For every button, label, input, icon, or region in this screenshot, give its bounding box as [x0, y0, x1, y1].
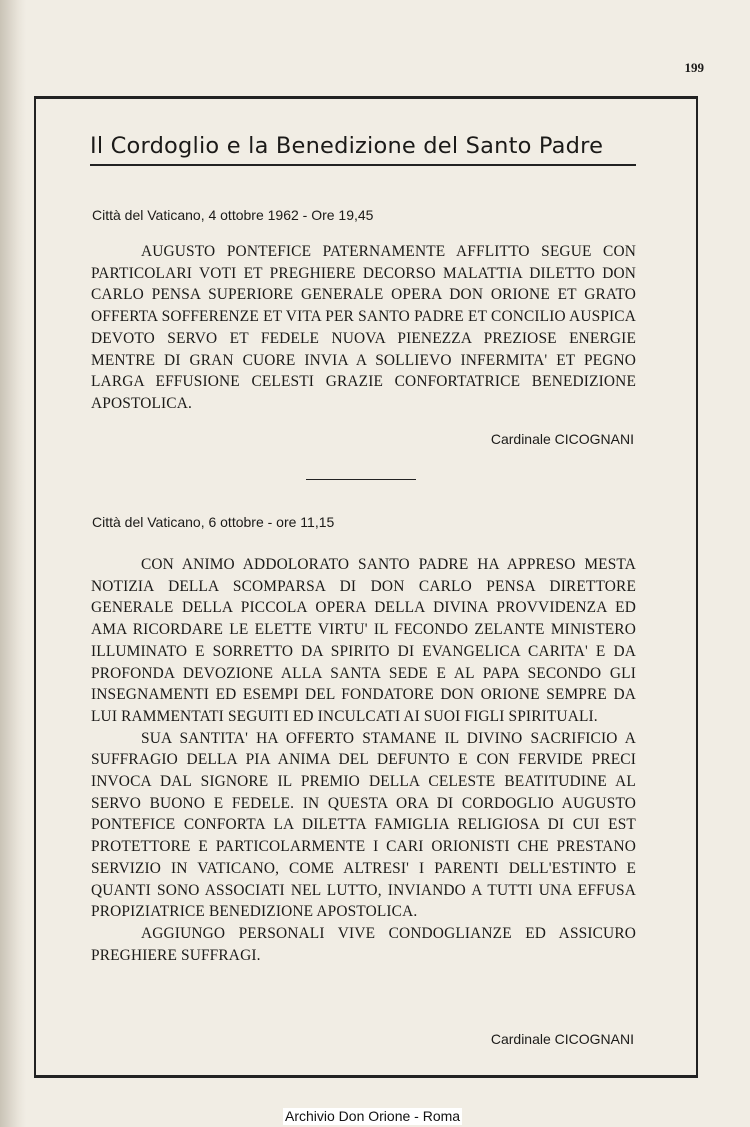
- page-number: 199: [684, 60, 704, 75]
- signature-second: Cardinale CICOGNANI: [490, 1031, 634, 1047]
- archive-watermark-label: Archivio Don Orione - Roma: [285, 1108, 461, 1124]
- telegram-paragraph: AGGIUNGO PERSONALI VIVE CONDOGLIANZE ED ASSICURO PREGHIERE SUFFRAGI.: [91, 924, 636, 964]
- signature-first: Cardinale CICOGNANI: [490, 431, 634, 447]
- page-gutter-shadow: [0, 0, 26, 1127]
- telegram-paragraph: AUGUSTO PONTEFICE PATERNAMENTE AFFLITTO SEGUE CON PARTICOLARI VOTI ET PREGHIERE DECORSO MALATTIA DILETTO DON CARLO PENSA SUPERIORE GENERALE OPERA DON ORIONE ET GRATO OFFERTA SOFFERENZE ET VITA PER SANTO PADRE ET CONCILIO AUSPICA DEVOTO SERVO ET FEDELE NUOVA PIENEZZA PREZIOSE ENERGIE MENTRE DI GRAN CUORE INVIA A SOLLIEVO INFERMITA' ET PEGNO LARGA EFFUSIONE CELESTI GRAZIE CONFORTATRICE BENEDIZIONE APOSTOLICA.: [91, 243, 636, 412]
- telegram-second: [91, 554, 636, 966]
- telegram-paragraph: SUA SANTITA' HA OFFERTO STAMANE IL DIVINO SACRIFICIO A SUFFRAGIO DELLA PIA ANIMA DEL DEFUNTO E CON FERVIDE PRECI INVOCA DAL SIGNORE IL PREMIO DELLA CELESTE BEATITUDINE AL SERVO BUONO E FEDELE. IN QUESTA ORA DI CORDOGLIO AUGUSTO PONTEFICE CONFORTA LA DILETTA FAMIGLIA RELIGIOSA DI CUI EST PROTETTORE E PARTICOLARMENTE I CARI ORIONISTI CHE PRESTANO SERVIZIO IN VATICANO, COME ALTRESI' I PARENTI DELL'ESTINTO E QUANTI SONO ASSOCIATI NEL LUTTO, INVIANDO A TUTTI UNA EFFUSA PROPIZIATRICE BENEDIZIONE APOSTOLICA.: [91, 729, 636, 921]
- telegram-paragraph: CON ANIMO ADDOLORATO SANTO PADRE HA APPRESO MESTA NOTIZIA DELLA SCOMPARSA DI DON CARLO PENSA DIRETTORE GENERALE DELLA PICCOLA OPERA DELLA DIVINA PROVVIDENZA ED AMA RICORDARE LE ELETTE VIRTU' IL FECONDO ZELANTE MINISTERO ILLUMINATO E SORRETTO DA SPIRITO DI EVANGELICA CARITA' E DA PROFONDA DEVOZIONE ALLA SANTA SEDE E AL PAPA SECONDO GLI INSEGNAMENTI ED ESEMPI DEL FONDATORE DON ORIONE SEMPRE DA LUI RAMMENTATI SEGUITI ED INCULCATI AI SUOI FIGLI SPIRITUALI.: [91, 556, 636, 725]
- telegram-first: [91, 241, 636, 415]
- dateline-first: Città del Vaticano, 4 ottobre 1962 - Ore 19,45: [92, 207, 374, 223]
- section-divider: [306, 479, 416, 480]
- dateline-second: Città del Vaticano, 6 ottobre - ore 11,15: [92, 514, 335, 530]
- page-title: Il Cordoglio e la Benedizione del Santo Padre: [90, 133, 636, 166]
